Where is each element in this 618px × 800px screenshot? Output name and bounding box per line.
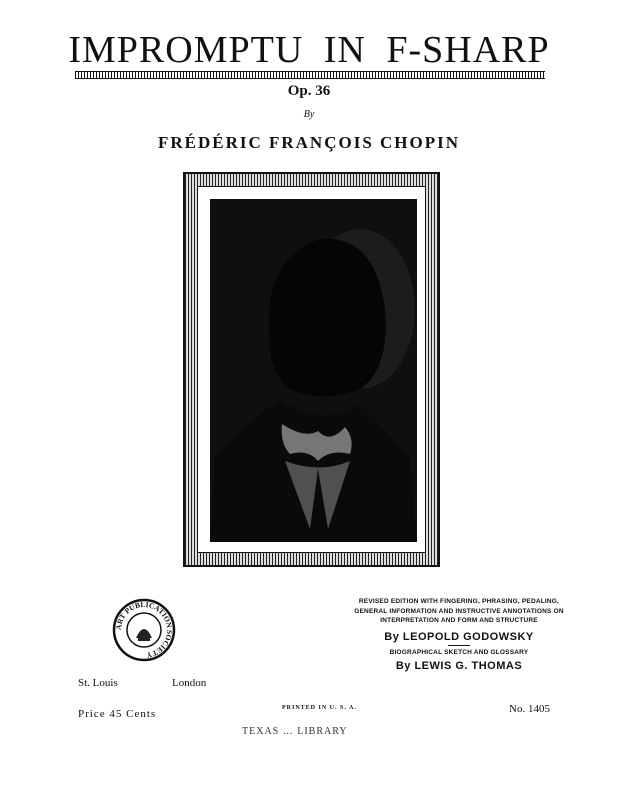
title: IMPROMPTU IN F-SHARP <box>68 29 550 71</box>
library-stamp: TEXAS … LIBRARY <box>242 726 348 737</box>
publisher-seal <box>112 598 176 662</box>
portrait-mat <box>197 186 426 553</box>
by-label: By <box>303 109 315 120</box>
composer-name: FRÉDÉRIC FRANÇOIS CHOPIN <box>157 133 461 152</box>
seal-text: ART PUBLICATION SOCIETY <box>113 599 175 660</box>
revised-edition-note: REVISED EDITION WITH FINGERING, PHRASING, PEDALING, GENERAL INFORMATION AND INSTRUCTIVE ANNOTATIONS ON INTERPRETATION AND FORM AND STRUCTURE <box>354 598 564 624</box>
author-credit: By LEWIS G. THOMAS <box>395 659 523 672</box>
title-rule <box>75 71 545 79</box>
composer-portrait <box>210 199 417 542</box>
credits-divider <box>448 645 470 646</box>
editor-credit: By LEOPOLD GODOWSKY <box>384 630 534 643</box>
edition-credits <box>352 597 566 672</box>
edition-number: No. 1405 <box>509 703 550 715</box>
price: Price 45 Cents <box>78 708 157 720</box>
portrait-frame <box>183 172 440 567</box>
city-london: London <box>172 677 207 689</box>
biography-note: BIOGRAPHICAL SKETCH AND GLOSSARY <box>389 648 529 656</box>
printed-in-usa: PRINTED IN U. S. A. <box>282 705 357 711</box>
city-st-louis: St. Louis <box>78 677 118 689</box>
opus-number: Op. 36 <box>287 83 331 99</box>
